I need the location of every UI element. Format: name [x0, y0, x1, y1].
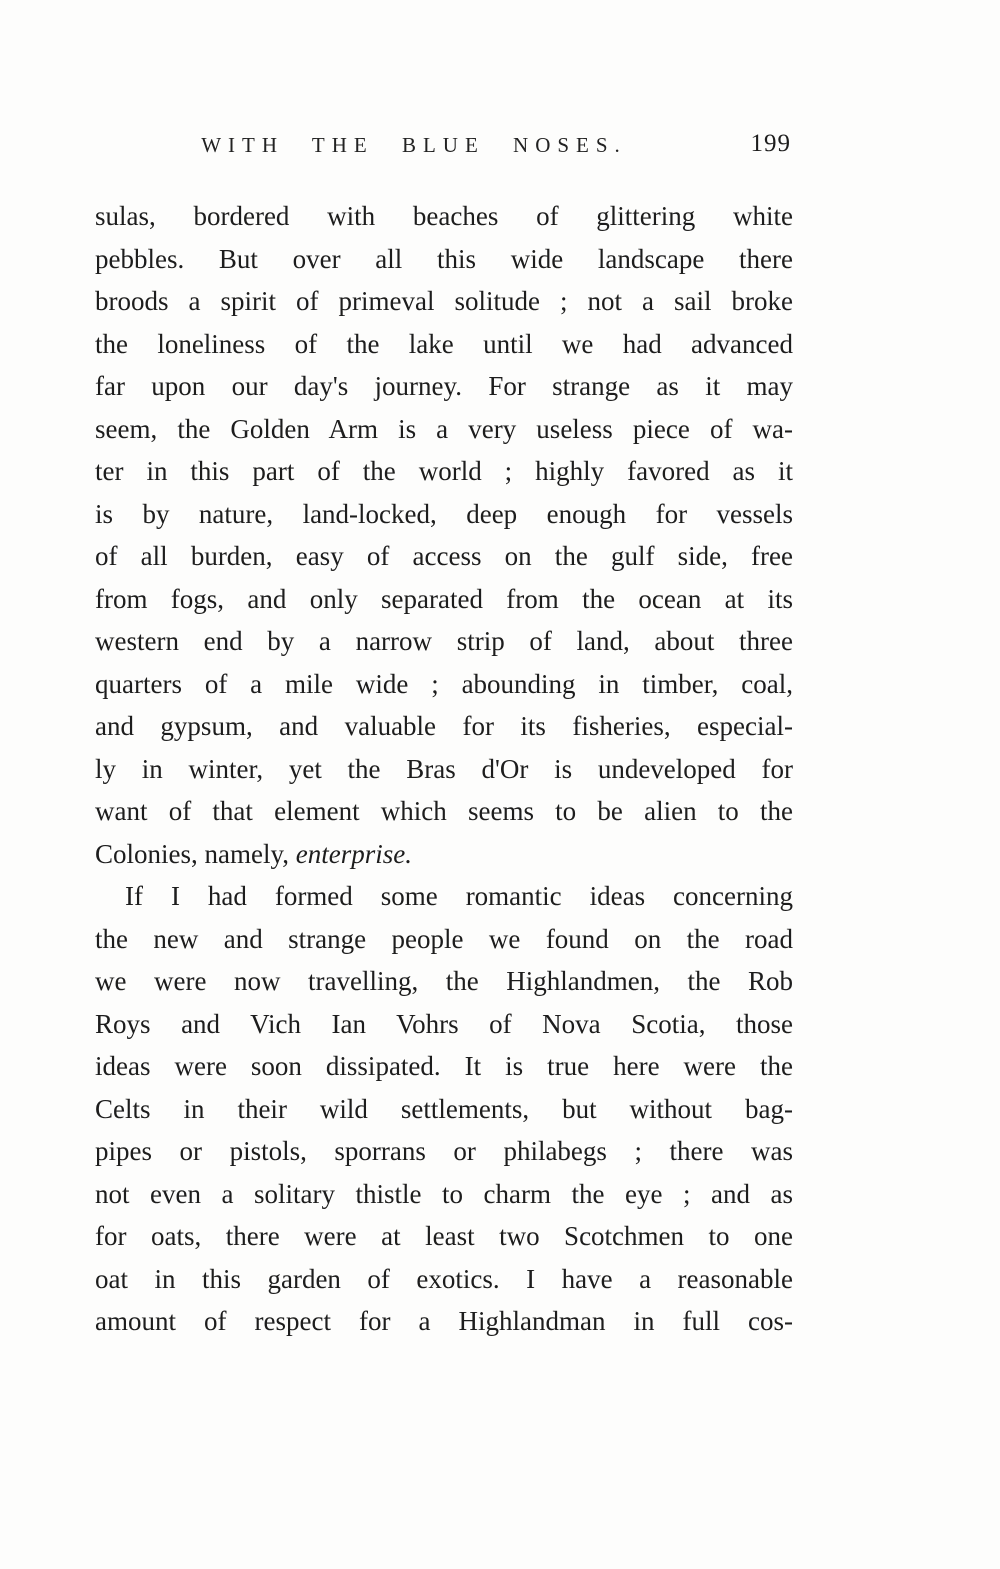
- text-line: Celts in their wild settlements, but without bag-: [95, 1093, 793, 1124]
- text-line: Roys and Vich Ian Vohrs of Nova Scotia, those: [95, 1008, 793, 1039]
- text-line: broods a spirit of primeval solitude ; not a sail broke: [95, 286, 793, 316]
- text-line: want of that element which seems to be alien to the: [95, 796, 793, 826]
- running-head: [95, 130, 793, 167]
- text-line: oat in this garden of exotics. I have a reasonable: [95, 1263, 793, 1294]
- text-line: pipes or pistols, sporrans or philabegs ; there was: [95, 1136, 793, 1166]
- text-line-paragraph-end: [95, 833, 793, 876]
- text-run-italic: enterprise.: [295, 838, 412, 869]
- text-line: the new and strange people we found on the road: [95, 923, 793, 954]
- text-block: [95, 130, 793, 1343]
- text-line: western end by a narrow strip of land, about three: [95, 626, 793, 656]
- paragraph-2: [95, 875, 793, 1343]
- text-line: not even a solitary thistle to charm the eye ; and as: [95, 1178, 793, 1209]
- text-line: of all burden, easy of access on the gulf side, free: [95, 541, 793, 571]
- text-line: we were now travelling, the Highlandmen, the Rob: [95, 966, 793, 996]
- text-line: seem, the Golden Arm is a very useless piece of wa-: [95, 413, 793, 444]
- page-header-title: WITH THE BLUE NOSES.: [201, 133, 627, 157]
- page-number: 199: [750, 130, 791, 157]
- body-text: [95, 195, 793, 1343]
- text-line: far upon our day's journey. For strange as it may: [95, 371, 793, 401]
- text-line: pebbles. But over all this wide landscape there: [95, 243, 793, 274]
- text-line: quarters of a mile wide ; abounding in timber, coal,: [95, 668, 793, 699]
- paragraph-1: [95, 195, 793, 875]
- text-line: sulas, bordered with beaches of glittering white: [95, 201, 793, 231]
- text-line: the loneliness of the lake until we had advanced: [95, 328, 793, 359]
- text-line: from fogs, and only separated from the ocean at its: [95, 583, 793, 614]
- text-line: for oats, there were at least two Scotchmen to one: [95, 1221, 793, 1251]
- text-line: is by nature, land-locked, deep enough for vessels: [95, 498, 793, 529]
- text-line: ter in this part of the world ; highly favored as it: [95, 456, 793, 486]
- text-line: ly in winter, yet the Bras d'Or is undeveloped for: [95, 753, 793, 784]
- text-line: ideas were soon dissipated. It is true here were the: [95, 1051, 793, 1081]
- text-line-indented: If I had formed some romantic ideas concerning: [125, 881, 793, 911]
- text-run: Colonies, namely,: [95, 838, 296, 869]
- text-line: and gypsum, and valuable for its fisheries, especial-: [95, 711, 793, 741]
- text-line: amount of respect for a Highlandman in full cos-: [95, 1306, 793, 1336]
